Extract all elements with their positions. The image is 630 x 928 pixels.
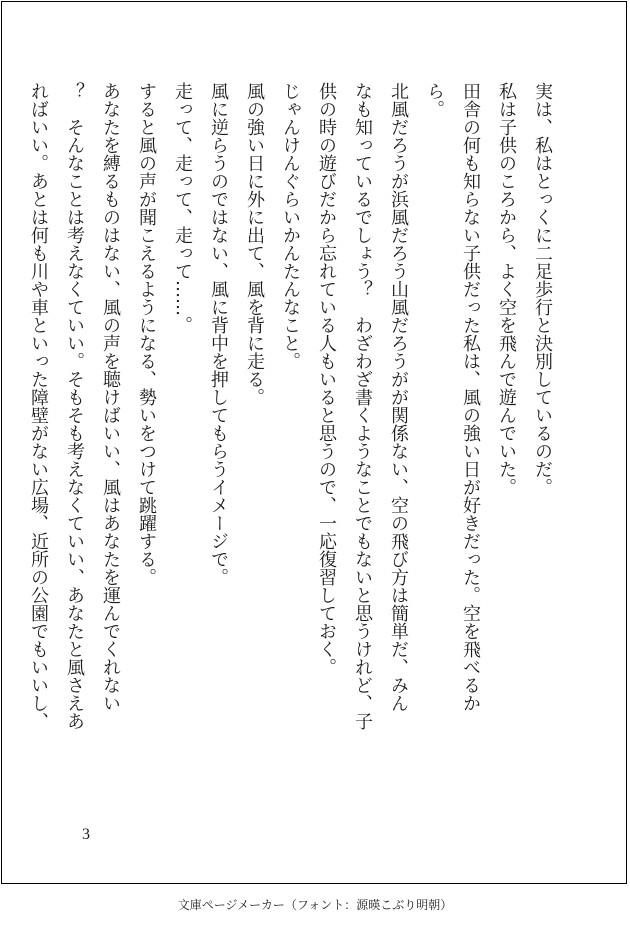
text-line: ればいい。あとは何も川や車といった障壁がない広場、近所の公園でもいいし、 bbox=[28, 82, 49, 730]
footer-credit: 文庫ページメーカー（フォント：源暎こぶり明朝） bbox=[177, 898, 453, 912]
text-line: じゃんけんぐらいかんたんなこと。 bbox=[280, 82, 301, 370]
text-line: 走って、走って、走って……。 bbox=[172, 82, 193, 334]
text-line: 北風だろうが浜風だろう山風だろうがが関係ない、空の飛び方は簡単だ、みん bbox=[388, 82, 409, 712]
page-number: 3 bbox=[82, 826, 90, 843]
text-line: 風の強い日に外に出て、風を背に走る。 bbox=[244, 82, 265, 406]
text-line: なも知っているでしょう？ わざわざ書くようなことでもないと思うけれど、子 bbox=[352, 82, 373, 730]
text-line: ら。 bbox=[424, 82, 445, 118]
text-line: 風に逆らうのではない、風に背中を押してもらうイメージで。 bbox=[208, 82, 229, 586]
text-line: 供の時の遊びだから忘れている人もいると思うので、一応復習しておく。 bbox=[316, 82, 337, 676]
text-line: 私は子供のころから、よく空を飛んで遊んでいた。 bbox=[496, 82, 517, 496]
text-line: あなたを縛るものはない、風の声を聴けばいい、風はあなたを運んでくれない bbox=[100, 82, 121, 712]
text-line: ？ そんなことは考えなくていい。そもそも考えなくていい、あなたと風さえあ bbox=[64, 82, 85, 730]
vertical-text-body bbox=[28, 82, 560, 842]
text-line: 実は、私はとっくに二足歩行と決別しているのだ。 bbox=[532, 82, 553, 496]
text-line: すると風の声が聞こえるようになる、勢いをつけて跳躍する。 bbox=[136, 82, 157, 586]
page-frame bbox=[1, 1, 627, 884]
text-line: 田舎の何も知らない子供だった私は、風の強い日が好きだった。空を飛べるか bbox=[460, 82, 481, 712]
